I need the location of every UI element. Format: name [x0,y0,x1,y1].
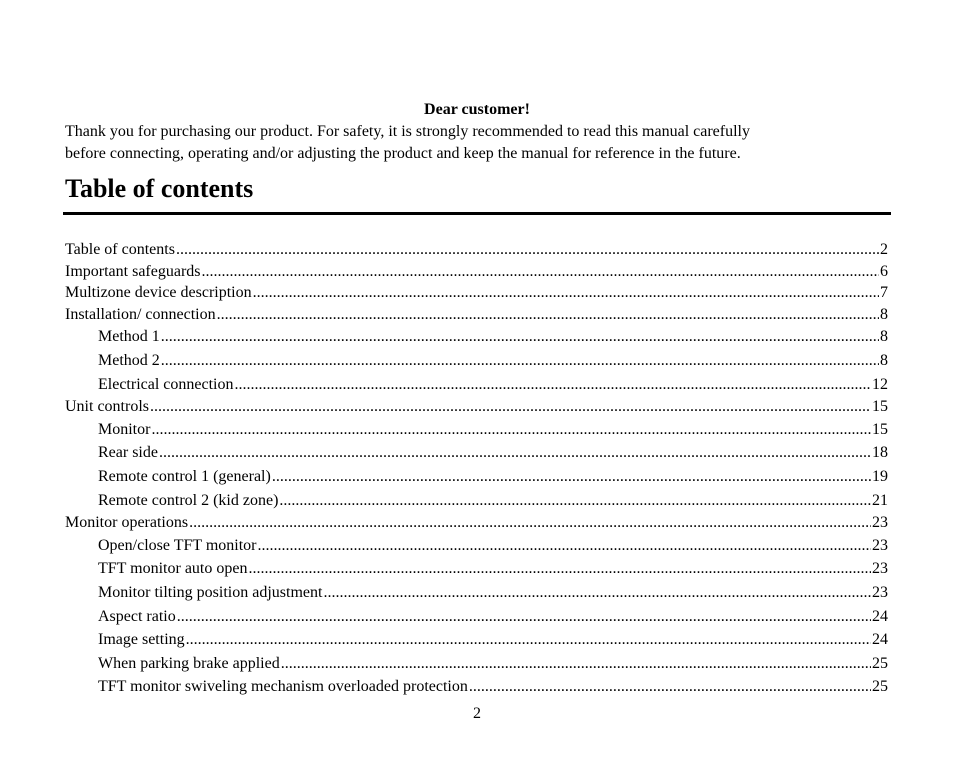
toc-leader-dots [279,489,871,513]
toc-entry-title: Table of contents [65,241,175,258]
intro-paragraph [65,121,895,165]
toc-entry-page: 8 [880,328,888,346]
toc-leader-dots [217,304,879,326]
toc-entry-page: 23 [872,583,888,601]
toc-entry-electrical-connection[interactable] [65,373,888,397]
intro-line: Thank you for purchasing our product. For safety, it is strongly recommended to read this manual carefully [65,123,750,140]
toc-entry-title: When parking brake applied [98,654,280,672]
toc-leader-dots [258,534,871,558]
toc-leader-dots [272,465,871,489]
greeting-heading: Dear customer! [424,101,530,118]
toc-entry-monitor-tilting-position-adjustment[interactable] [65,581,888,605]
toc-entry-aspect-ratio[interactable] [65,605,888,629]
toc-entry-method-2[interactable] [65,349,888,373]
toc-entry-page: 25 [872,654,888,672]
toc-leader-dots [202,261,879,283]
toc-entry-table-of-contents[interactable] [65,239,888,261]
title-divider [63,212,891,215]
toc-leader-dots [161,349,879,373]
page-number: 2 [473,705,481,722]
toc-leader-dots [323,581,871,605]
toc-entry-open-close-tft-monitor[interactable] [65,534,888,558]
toc-entry-page: 21 [872,491,888,509]
intro-line: before connecting, operating and/or adjusting the product and keep the manual for reference in the future. [65,145,741,162]
toc-entry-unit-controls[interactable] [65,396,888,418]
toc-entry-title: Method 1 [98,328,160,346]
toc-entry-title: TFT monitor auto open [98,560,248,578]
toc-entry-when-parking-brake-applied[interactable] [65,652,888,676]
toc-entry-page: 23 [872,560,888,578]
toc-leader-dots [186,628,871,652]
toc-entry-title: Rear side [98,444,158,462]
toc-entry-page: 7 [880,284,888,302]
toc-entry-title: Multizone device description [65,284,252,302]
toc-entry-title: Aspect ratio [98,607,176,625]
toc-entry-page: 15 [872,420,888,438]
toc-leader-dots [253,282,879,304]
toc-leader-dots [177,605,871,629]
toc-entry-remote-control-1[interactable] [65,465,888,489]
toc-entry-title: Method 2 [98,351,160,369]
toc-leader-dots [234,373,871,397]
toc-entry-title: Remote control 2 (kid zone) [98,491,279,509]
toc-entry-title: Electrical connection [98,375,234,393]
toc-entry-monitor-operations[interactable] [65,512,888,534]
toc-entry-page: 23 [872,536,888,554]
toc-leader-dots [176,239,879,261]
toc-entry-monitor[interactable] [65,418,888,442]
toc-entry-title: Remote control 1 (general) [98,467,271,485]
toc-entry-remote-control-2[interactable] [65,489,888,513]
toc-entry-page: 8 [880,305,888,323]
toc-entry-title: Monitor [98,420,151,438]
toc-entry-title: TFT monitor swiveling mechanism overloaded protection [98,678,468,696]
toc-entry-title: Installation/ connection [65,305,216,323]
toc-entry-method-1[interactable] [65,325,888,349]
toc-entry-installation-connection[interactable] [65,304,888,326]
toc-entry-tft-monitor-auto-open[interactable] [65,557,888,581]
toc-entry-page: 2 [880,241,888,258]
toc-leader-dots [150,396,871,418]
toc-entry-title: Open/close TFT monitor [98,536,257,554]
toc-entry-page: 19 [872,467,888,485]
toc-entry-page: 23 [872,514,888,532]
toc-leader-dots [189,512,871,534]
toc-entry-title: Unit controls [65,398,149,416]
toc-entry-important-safeguards[interactable] [65,261,888,283]
toc-entry-page: 8 [880,351,888,369]
toc-entry-page: 24 [872,607,888,625]
toc-leader-dots [151,418,871,442]
toc-leader-dots [248,557,871,581]
toc-entry-page: 25 [872,678,888,696]
toc-entry-multizone-device-description[interactable] [65,282,888,304]
toc-leader-dots [281,652,871,676]
toc-entry-page: 18 [872,444,888,462]
toc-entry-title: Image setting [98,631,185,649]
toc-entry-rear-side[interactable] [65,441,888,465]
toc-title: Table of contents [65,174,254,203]
toc-leader-dots [161,325,879,349]
toc-entry-swiveling-mechanism-overload-protection[interactable] [65,675,888,699]
toc-entry-page: 24 [872,631,888,649]
toc-entry-page: 12 [872,375,888,393]
toc-entry-page: 15 [872,398,888,416]
table-of-contents [65,239,888,699]
toc-leader-dots [469,675,871,699]
toc-entry-title: Important safeguards [65,262,201,280]
toc-leader-dots [159,441,871,465]
toc-entry-title: Monitor operations [65,514,189,532]
toc-entry-page: 6 [880,262,888,280]
toc-entry-title: Monitor tilting position adjustment [98,583,323,601]
toc-entry-image-setting[interactable] [65,628,888,652]
